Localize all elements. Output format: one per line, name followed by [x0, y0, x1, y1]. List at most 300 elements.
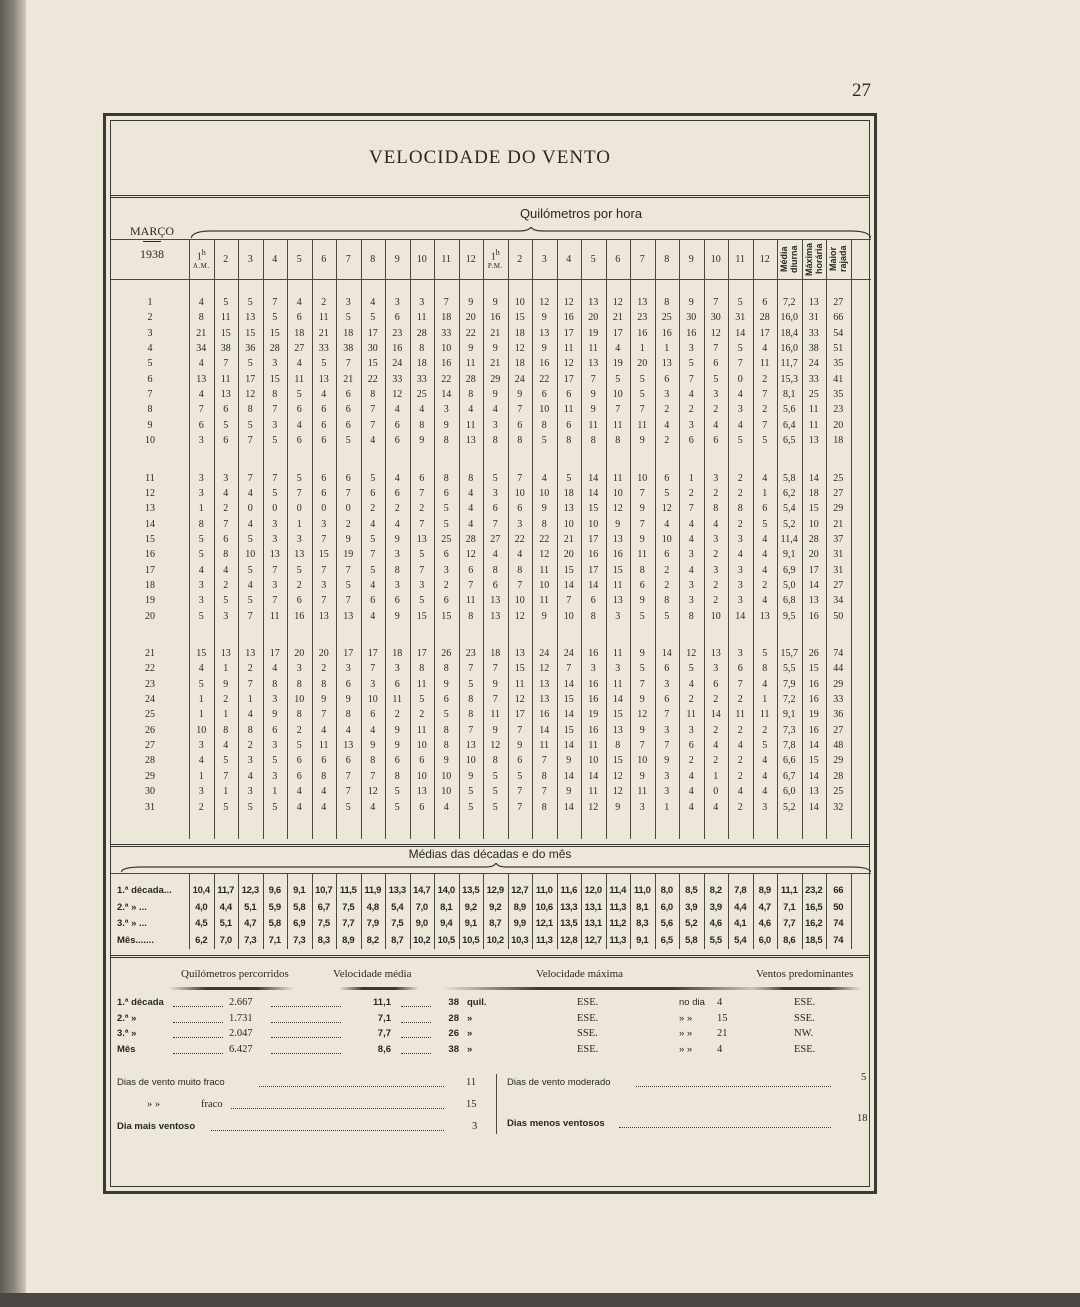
average-value: 12,3: [241, 885, 259, 896]
hourly-value: 6: [762, 297, 768, 308]
day-label: 10: [145, 435, 155, 447]
hourly-value: 3: [272, 358, 278, 370]
predominant-wind: SSE.: [794, 1012, 815, 1024]
hourly-value: 9,1: [783, 709, 796, 721]
hourly-value: 20: [808, 549, 819, 561]
hourly-value: 8: [394, 770, 400, 782]
hourly-value: 6: [443, 595, 449, 607]
average-value: 4,0: [195, 901, 208, 913]
menos-ventosos-label: Dias menos ventosos: [507, 1118, 605, 1129]
hourly-value: 15: [196, 648, 207, 659]
hourly-value: 3: [394, 297, 400, 308]
hourly-value: 18: [514, 358, 525, 370]
hourly-value: 7: [370, 404, 376, 416]
hourly-value: 10: [367, 694, 378, 706]
hourly-value: 4: [198, 755, 204, 767]
hourly-value: 13: [637, 297, 648, 308]
hourly-value: 3: [198, 487, 204, 499]
hourly-value: 0: [321, 503, 327, 515]
average-value: 7,5: [342, 901, 355, 913]
hourly-value: 3: [223, 472, 229, 484]
hourly-value: 33: [833, 694, 844, 706]
average-label: 3.ª » ...: [117, 918, 147, 929]
hourly-value: 8: [664, 297, 670, 308]
hourly-value: 6,5: [783, 435, 796, 447]
avg-column-line: [851, 873, 852, 949]
hourly-value: 5: [272, 755, 278, 767]
hourly-value: 1: [198, 770, 204, 782]
hourly-value: 6: [517, 755, 523, 767]
hourly-value: 10: [245, 549, 256, 561]
average-value: 11,7: [217, 885, 235, 896]
hourly-value: 21: [318, 327, 329, 339]
hourly-value: 5: [370, 312, 376, 324]
hour-header: [728, 239, 753, 279]
hourly-value: 7: [737, 678, 743, 690]
hour-header: [287, 239, 312, 279]
hourly-value: 0: [272, 503, 278, 515]
hour-header: [263, 239, 288, 279]
hour-number: 7: [639, 253, 645, 265]
hourly-value: 5: [345, 435, 351, 447]
hourly-value: 14: [563, 709, 574, 721]
hourly-value: 16: [661, 327, 672, 339]
hourly-value: 13: [318, 610, 329, 622]
hourly-value: 5: [370, 533, 376, 545]
hourly-value: 2: [198, 801, 204, 813]
average-value: 7,5: [391, 918, 404, 929]
hourly-value: 4: [541, 472, 547, 484]
hourly-value: 7: [688, 503, 694, 515]
average-value: 5,2: [685, 918, 698, 929]
hour-number: 11: [441, 253, 452, 265]
mais-ventoso-label: Dia mais ventoso: [117, 1121, 196, 1132]
average-value: 12,9: [486, 885, 504, 896]
hourly-value: 15: [514, 663, 525, 675]
hourly-value: 15: [269, 327, 280, 339]
hourly-value: 8: [468, 709, 474, 721]
hourly-value: 1: [198, 709, 204, 721]
hourly-value: 6: [664, 472, 670, 484]
hourly-value: 6: [419, 801, 425, 813]
header-swash: [441, 987, 771, 990]
average-value: 7,1: [783, 901, 796, 913]
hourly-value: 13: [220, 389, 231, 401]
hourly-value: 4: [370, 724, 376, 736]
hourly-value: 7: [664, 740, 670, 752]
hourly-value: 5: [223, 595, 229, 607]
hourly-value: 1: [247, 694, 253, 706]
hourly-value: 3: [345, 663, 351, 675]
hourly-value: 3: [272, 770, 278, 782]
hourly-value: 4: [762, 755, 768, 767]
hourly-value: 6: [272, 724, 278, 736]
hourly-value: 29: [833, 503, 844, 515]
hourly-value: 2: [737, 801, 743, 813]
hour-number: 2: [517, 253, 523, 265]
hourly-value: 25: [441, 533, 452, 545]
vmax-day: 15: [717, 1012, 728, 1024]
hourly-value: 13: [416, 533, 427, 545]
hourly-value: 9: [664, 755, 670, 767]
hourly-value: 4: [370, 610, 376, 622]
hourly-value: 7: [517, 404, 523, 416]
hourly-value: 5: [272, 487, 278, 499]
hourly-value: 2: [345, 518, 351, 530]
hourly-value: 4: [713, 518, 719, 530]
hourly-value: 5: [247, 297, 253, 308]
hourly-value: 2: [296, 724, 302, 736]
hourly-value: 12: [612, 770, 623, 782]
hourly-value: 11: [539, 740, 550, 752]
hourly-value: 15,3: [780, 373, 798, 385]
leader-dots: [271, 1037, 341, 1038]
hourly-value: 5,0: [783, 579, 796, 591]
hourly-value: 31: [833, 564, 844, 576]
hourly-value: 6: [394, 595, 400, 607]
hourly-value: 5: [272, 801, 278, 813]
hourly-value: 6,2: [783, 487, 796, 499]
hourly-value: 5: [541, 435, 547, 447]
hourly-value: 3: [737, 579, 743, 591]
hourly-value: 3: [737, 533, 743, 545]
hourly-value: 2: [713, 755, 719, 767]
hourly-value: 7: [517, 579, 523, 591]
hourly-value: 4: [713, 740, 719, 752]
day-label: 3: [147, 327, 153, 339]
hour-header: [459, 239, 484, 279]
hourly-value: 16,0: [780, 343, 798, 355]
hourly-value: 2: [713, 595, 719, 607]
hourly-value: 6: [321, 435, 327, 447]
hourly-value: 16,0: [780, 312, 798, 324]
hourly-value: 23: [833, 404, 844, 416]
hourly-value: 14: [588, 579, 599, 591]
average-value: 10,7: [315, 885, 333, 896]
hourly-value: 7: [713, 297, 719, 308]
hourly-value: 14: [563, 678, 574, 690]
average-value: 6,5: [660, 934, 673, 946]
page-title: VELOCIDADE DO VENTO: [368, 147, 612, 168]
hourly-value: 13: [612, 595, 623, 607]
hourly-value: 7: [272, 595, 278, 607]
hourly-value: 3: [419, 297, 425, 308]
hourly-value: 4: [762, 786, 768, 798]
average-value: 11,5: [339, 885, 357, 896]
hourly-value: 8: [468, 610, 474, 622]
hourly-value: 24: [392, 358, 403, 370]
muito-fraco-value: 11: [466, 1077, 477, 1088]
hourly-value: 6: [443, 694, 449, 706]
hourly-value: 14: [808, 579, 819, 591]
hourly-value: 21: [490, 327, 501, 339]
hourly-value: 5: [566, 472, 572, 484]
vmax-day-label: » »: [679, 1012, 693, 1024]
day-label: 28: [145, 755, 155, 767]
hourly-value: 8,1: [783, 389, 796, 401]
hourly-value: 8: [492, 435, 498, 447]
hourly-value: 4: [223, 564, 229, 576]
hourly-value: 5: [198, 678, 204, 690]
km-value: 2.047: [229, 1028, 253, 1039]
hourly-value: 4: [370, 801, 376, 813]
hourly-value: 7: [713, 343, 719, 355]
hourly-value: 10: [514, 297, 525, 308]
hourly-value: 4: [468, 404, 474, 416]
average-value: 10,2: [486, 934, 504, 946]
hourly-value: 13: [343, 610, 354, 622]
hourly-value: 8: [419, 663, 425, 675]
hourly-value: 4: [247, 518, 253, 530]
hourly-value: 7: [517, 724, 523, 736]
hourly-value: 30: [367, 343, 378, 355]
hourly-value: 21: [563, 533, 574, 545]
hourly-value: 11: [808, 404, 819, 416]
hourly-value: 5: [443, 518, 449, 530]
average-value: 11,3: [535, 934, 553, 946]
hourly-value: 9: [223, 678, 229, 690]
hourly-value: 2: [713, 694, 719, 706]
hourly-value: 12: [392, 389, 403, 401]
hourly-value: 6: [541, 389, 547, 401]
hourly-value: 8: [541, 419, 547, 431]
hourly-value: 5: [247, 533, 253, 545]
hourly-value: 7: [762, 419, 768, 431]
leader-dots: [271, 1022, 341, 1023]
hourly-value: 10: [612, 389, 623, 401]
header-swash: [169, 987, 294, 990]
pm-label: P.M.: [487, 262, 503, 271]
hourly-value: 9: [468, 770, 474, 782]
hourly-value: 13: [808, 435, 819, 447]
hourly-value: 9: [517, 389, 523, 401]
hourly-value: 8: [639, 564, 645, 576]
day-label: 12: [145, 487, 155, 499]
hourly-value: 5: [345, 579, 351, 591]
hourly-value: 8: [370, 755, 376, 767]
hourly-value: 28: [808, 533, 819, 545]
hourly-value: 13: [539, 694, 550, 706]
hourly-value: 5: [492, 472, 498, 484]
hourly-value: 6: [517, 503, 523, 515]
hourly-value: 3: [688, 579, 694, 591]
hourly-value: 6: [321, 755, 327, 767]
hourly-value: 10: [661, 533, 672, 545]
hourly-value: 11: [465, 595, 476, 607]
hourly-value: 16: [588, 678, 599, 690]
hourly-value: 8: [247, 404, 253, 416]
hourly-value: 3: [517, 518, 523, 530]
hourly-value: 9: [615, 518, 621, 530]
hourly-value: 5: [639, 373, 645, 385]
average-value: 7,1: [268, 934, 281, 946]
hourly-value: 6: [321, 419, 327, 431]
hourly-value: 4: [762, 533, 768, 545]
year-label: 1938: [140, 247, 164, 261]
hourly-value: 3: [688, 343, 694, 355]
header-ventos: Ventos predominantes: [756, 968, 854, 980]
hourly-value: 10: [539, 487, 550, 499]
hourly-value: 9: [541, 343, 547, 355]
hourly-value: 1: [223, 786, 229, 798]
hourly-value: 2: [223, 503, 229, 515]
hourly-value: 5,8: [783, 472, 796, 484]
hourly-value: 4: [321, 724, 327, 736]
hourly-value: 12: [637, 709, 648, 721]
hourly-value: 8: [198, 312, 204, 324]
hourly-value: 5,2: [783, 801, 796, 813]
average-value: 7,3: [293, 934, 306, 946]
hourly-value: 8: [296, 709, 302, 721]
predominant-wind: NW.: [794, 1028, 814, 1039]
hourly-value: 11: [637, 786, 648, 798]
hourly-value: 3: [492, 419, 498, 431]
average-value: 11,2: [609, 918, 627, 929]
hourly-value: 18: [808, 487, 819, 499]
hourly-value: 2: [688, 755, 694, 767]
hourly-value: 3: [272, 518, 278, 530]
hourly-value: 3: [198, 472, 204, 484]
hourly-value: 10: [563, 610, 574, 622]
hour-header: [630, 239, 655, 279]
hourly-value: 3: [688, 549, 694, 561]
hourly-value: 10: [196, 724, 207, 736]
vm-value: 11,1: [373, 997, 391, 1008]
hourly-value: 5: [664, 487, 670, 499]
hourly-value: 13: [563, 503, 574, 515]
hourly-value: 5: [321, 358, 327, 370]
hourly-value: 14: [808, 770, 819, 782]
hourly-value: 11: [294, 373, 305, 385]
hourly-value: 2: [688, 694, 694, 706]
hourly-value: 8: [737, 503, 743, 515]
hourly-value: 9: [443, 419, 449, 431]
hourly-value: 4: [688, 533, 694, 545]
hourly-value: 16: [441, 358, 452, 370]
hourly-value: 2: [737, 518, 743, 530]
hourly-value: 4: [296, 297, 302, 308]
km-value: 6.427: [229, 1043, 253, 1055]
hourly-value: 7,9: [783, 678, 796, 690]
average-value: 10,4: [192, 885, 210, 896]
average-label: 2.ª » ...: [117, 901, 147, 913]
vmax-direction: SSE.: [577, 1028, 598, 1039]
hourly-value: 7: [517, 786, 523, 798]
average-value: 10,2: [413, 934, 431, 946]
average-value: 8,7: [489, 918, 502, 929]
average-value: 8,5: [685, 885, 698, 896]
hourly-value: 3: [247, 755, 253, 767]
hourly-value: 5: [713, 373, 719, 385]
hourly-value: 18: [833, 435, 844, 447]
hourly-value: 5,2: [783, 518, 796, 530]
hourly-value: 13: [465, 435, 476, 447]
hourly-value: 16: [294, 610, 305, 622]
hourly-value: 9,1: [783, 549, 796, 561]
hourly-value: 7: [639, 678, 645, 690]
hourly-value: 6: [345, 389, 351, 401]
vmax-day-label: no dia: [679, 997, 705, 1008]
hourly-value: 6: [296, 755, 302, 767]
hourly-value: 5: [223, 755, 229, 767]
hour-header: [361, 239, 386, 279]
hourly-value: 26: [441, 648, 452, 659]
hourly-value: 4: [762, 770, 768, 782]
hourly-value: 4: [247, 770, 253, 782]
hourly-value: 7: [370, 549, 376, 561]
hourly-value: 10: [710, 610, 721, 622]
hourly-value: 9: [394, 533, 400, 545]
hourly-value: 15: [318, 549, 329, 561]
hourly-value: 1: [296, 518, 302, 530]
hourly-value: 4: [688, 801, 694, 813]
hourly-value: 4: [664, 518, 670, 530]
hourly-value: 2: [713, 549, 719, 561]
hourly-value: 3: [419, 579, 425, 591]
hourly-value: 7: [688, 373, 694, 385]
hourly-value: 13: [539, 678, 550, 690]
hourly-value: 2: [664, 564, 670, 576]
hourly-value: 10: [441, 343, 452, 355]
hourly-value: 2: [664, 579, 670, 591]
hourly-value: 4: [345, 724, 351, 736]
leader-dots: [401, 1037, 431, 1038]
hourly-value: 1: [198, 503, 204, 515]
hourly-value: 18: [416, 358, 427, 370]
hourly-value: 4: [198, 297, 204, 308]
stat-header: [826, 239, 851, 279]
hourly-value: 1: [272, 786, 278, 798]
predominant-wind: ESE.: [794, 1043, 816, 1055]
hour-number: 12: [759, 253, 770, 265]
average-value: 9,2: [489, 901, 502, 913]
hourly-value: 10: [612, 487, 623, 499]
average-value: 7,0: [415, 901, 428, 913]
hourly-value: 15: [245, 327, 256, 339]
hourly-value: 11: [808, 419, 819, 431]
hourly-value: 5: [394, 786, 400, 798]
hourly-value: 8: [321, 770, 327, 782]
hourly-value: 5: [492, 801, 498, 813]
day-label: 31: [145, 801, 155, 813]
hourly-value: 9: [639, 503, 645, 515]
hourly-value: 5: [345, 801, 351, 813]
hourly-value: 14: [588, 472, 599, 484]
hourly-value: 7: [272, 472, 278, 484]
average-value: 5,1: [219, 918, 232, 929]
average-value: 8,3: [317, 934, 330, 946]
hourly-value: 10: [416, 770, 427, 782]
average-value: 9,4: [440, 918, 453, 929]
hourly-value: 2: [713, 404, 719, 416]
hourly-value: 4: [223, 487, 229, 499]
hourly-value: 9: [492, 389, 498, 401]
hourly-value: 11: [539, 595, 550, 607]
day-label: 23: [145, 678, 155, 690]
hourly-value: 5: [762, 518, 768, 530]
hourly-value: 18: [514, 327, 525, 339]
hourly-value: 7: [492, 694, 498, 706]
hourly-value: 2: [688, 404, 694, 416]
average-value: 16,5: [805, 901, 823, 913]
hourly-value: 10: [539, 404, 550, 416]
hourly-value: 4: [370, 518, 376, 530]
hourly-value: 14: [563, 770, 574, 782]
average-value: 7,8: [734, 885, 747, 896]
hourly-value: 9: [492, 297, 498, 308]
hourly-value: 13: [490, 610, 501, 622]
hourly-value: 27: [833, 579, 844, 591]
